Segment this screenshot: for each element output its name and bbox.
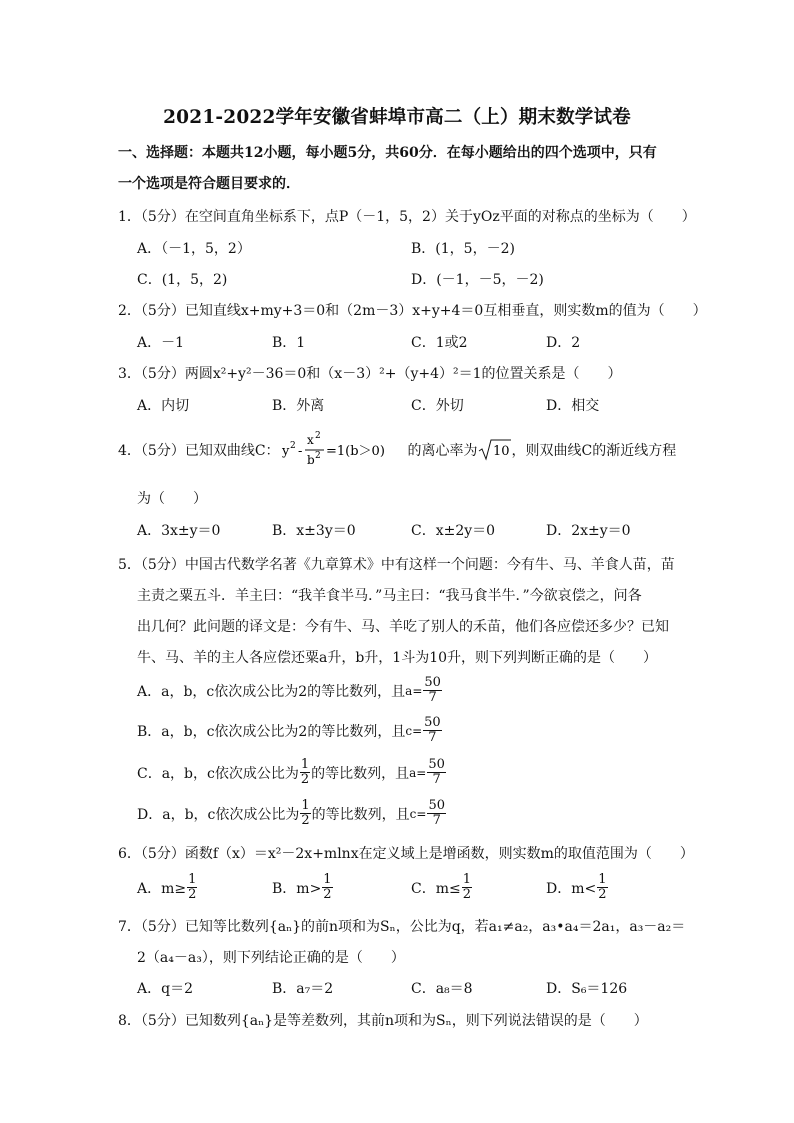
q3-option-d: D．相交 [546,398,600,414]
q7-line-2: 2（a₄－a₃），则下列结论正确的是（ ） [137,950,405,966]
q2-option-d: D．2 [546,335,581,351]
fraction-1-2: $\frac{1}{2}$ [462,872,471,902]
q1-stem: 1．（5分）在空间直角坐标系下，点P（－1，5，2）关于yOz平面的对称点的坐标为（ ） [118,209,696,225]
fraction-1-2: $\frac{1}{2}$ [188,872,197,902]
q5-option-c-text: C．a，b，c依次成公比为 [137,765,299,782]
q4-option-d: D．2x±y＝0 [546,523,631,539]
svg-text:2: 2 [289,441,296,451]
q1-option-b: B．(1，5，－2) [411,241,515,257]
q5-line-2: 主责之粟五斗．羊主曰：“我羊食半马．”马主曰：“我马食半牛．”今欲哀偿之，问各 [137,588,642,604]
q5-stem [118,550,680,674]
sqrt-10 [478,438,512,462]
svg-text:2: 2 [314,451,321,461]
q4-option-c: C．x±2y＝0 [411,523,496,539]
svg-text:b: b [306,453,315,467]
q5-option-d-text: D．a，b，c依次成公比为 [137,806,300,823]
q5-option-d-mid: 的等比数列，且 [311,806,410,823]
q5-line-1: 5．（5分）中国古代数学名著《九章算术》中有这样一个问题：今有牛、马、羊食人苗，苗 [118,557,675,573]
q4-mid: 的离心率为 [407,443,478,459]
q6-option-a-text: A．m≥ [137,880,187,897]
q5-option-a-text: A．a，b，c依次成公比为2的等比数列，且 [137,683,406,700]
fraction-1-2: $\frac{1}{2}$ [300,757,310,787]
svg-text:y: y [281,444,289,459]
q4-option-b: B．x±3y＝0 [272,523,356,539]
q6-option-d-text: D．m< [546,880,597,897]
q6-option-b-text: B．m> [272,880,322,897]
q2-option-c: C．1或2 [411,335,468,351]
q6-option-c-text: C．m≤ [411,880,461,897]
q3-stem: 3．（5分）两圆x²+y²－36＝0和（x－3）²+（y+4）²＝1的位置关系是（ ） [118,366,622,382]
q5-option-c: C．a，b，c依次成公比为 $\frac{1}{2}$ 的等比数列，且 a= $\frac{50}{7}$ [137,757,445,787]
q3-option-b: B．外离 [272,398,325,414]
q7-option-c: C．a₈＝8 [411,981,473,997]
q4-cont: 为（ ） [137,491,207,507]
q2-option-b: B．1 [272,335,306,351]
hyperbola-formula [280,430,408,470]
fraction-1-2: $\frac{1}{2}$ [598,872,607,902]
svg-text:2: 2 [314,431,321,441]
svg-text:10: 10 [492,444,510,459]
q5-option-b-text: B．a，b，c依次成公比为2的等比数列，且 [137,723,406,740]
fraction-50-7: $\frac{50}{7}$ [424,715,441,745]
fraction-50-7: $\frac{50}{7}$ [424,675,441,705]
svg-text:-: - [297,444,302,459]
q5-option-b: B．a，b，c依次成公比为2的等比数列，且 c= $\frac{50}{7}$ [137,715,441,745]
fraction-1-2: $\frac{1}{2}$ [323,872,332,902]
section-header [118,138,680,200]
q5-option-c-mid: 的等比数列，且 [311,765,410,782]
q4-prefix: 4．（5分）已知双曲线C： [118,443,280,459]
section-line-2: 一个选项是符合题目要求的． [118,176,300,192]
q7-option-d: D．S₆＝126 [546,981,628,997]
q6-stem: 6．（5分）函数f（x）＝x²－2x+mlnx在定义域上是增函数，则实数m的取值范围为（ ） [118,846,694,862]
fraction-50-7: $\frac{50}{7}$ [428,757,445,787]
q5-line-3: 出几何？此问题的译文是：今有牛、马、羊吃了别人的禾苗，他们各应偿还多少？已知 [137,619,669,635]
q6-option-d [546,873,609,902]
q4-option-a: A．3x±y＝0 [137,523,221,539]
q7-option-b: B．a₇＝2 [272,981,334,997]
q5-option-a: A．a，b，c依次成公比为2的等比数列，且 a= $\frac{50}{7}$ [137,675,441,705]
fraction-50-7: $\frac{50}{7}$ [428,798,445,828]
q1-option-c: C．(1，5，2) [137,272,228,288]
q2-stem: 2．（5分）已知直线x+my+3＝0和（2m－3）x+y+4＝0互相垂直，则实数m的值为（ ） [118,303,707,319]
q5-option-d: D．a，b，c依次成公比为 $\frac{1}{2}$ 的等比数列，且 c= $\frac{50}{7}$ [137,798,445,828]
q6-option-b [272,873,334,902]
q6-option-a [137,873,198,902]
q1-option-a: A．（－1，5，2） [137,241,251,257]
q6-option-c [411,873,473,902]
q1-option-d: D．(－1，－5，－2) [411,272,544,288]
q4-stem [118,430,676,470]
q2-option-a: A．－1 [137,335,185,351]
q4-suffix: ，则双曲线C的渐近线方程 [511,443,677,459]
q5-line-4: 牛、马、羊的主人各应偿还粟a升，b升，1斗为10升，则下列判断正确的是（ ） [137,650,658,666]
q7-option-a: A．q＝2 [137,981,193,997]
svg-text:x: x [306,433,314,447]
q7-line-1: 7．（5分）已知等比数列{aₙ}的前n项和为Sₙ，公比为q，若a₁≠a₂，a₃•a₄＝2a₁，a₃－a₂＝ [118,919,686,935]
q3-option-a: A．内切 [137,398,190,414]
fraction-1-2: $\frac{1}{2}$ [301,798,310,828]
q8-stem: 8．（5分）已知数列{aₙ}是等差数列，其前n项和为Sₙ，则下列说法错误的是（ ） [118,1013,648,1029]
svg-text:=1(b＞0): =1(b＞0) [325,444,385,459]
section-line-1: 一、选择题：本题共12小题，每小题5分，共60分．在每小题给出的四个选项中，只有 [118,145,657,161]
exam-title: 2021-2022学年安徽省蚌埠市高二（上）期末数学试卷 [163,107,631,128]
q3-option-c: C．外切 [411,398,464,414]
